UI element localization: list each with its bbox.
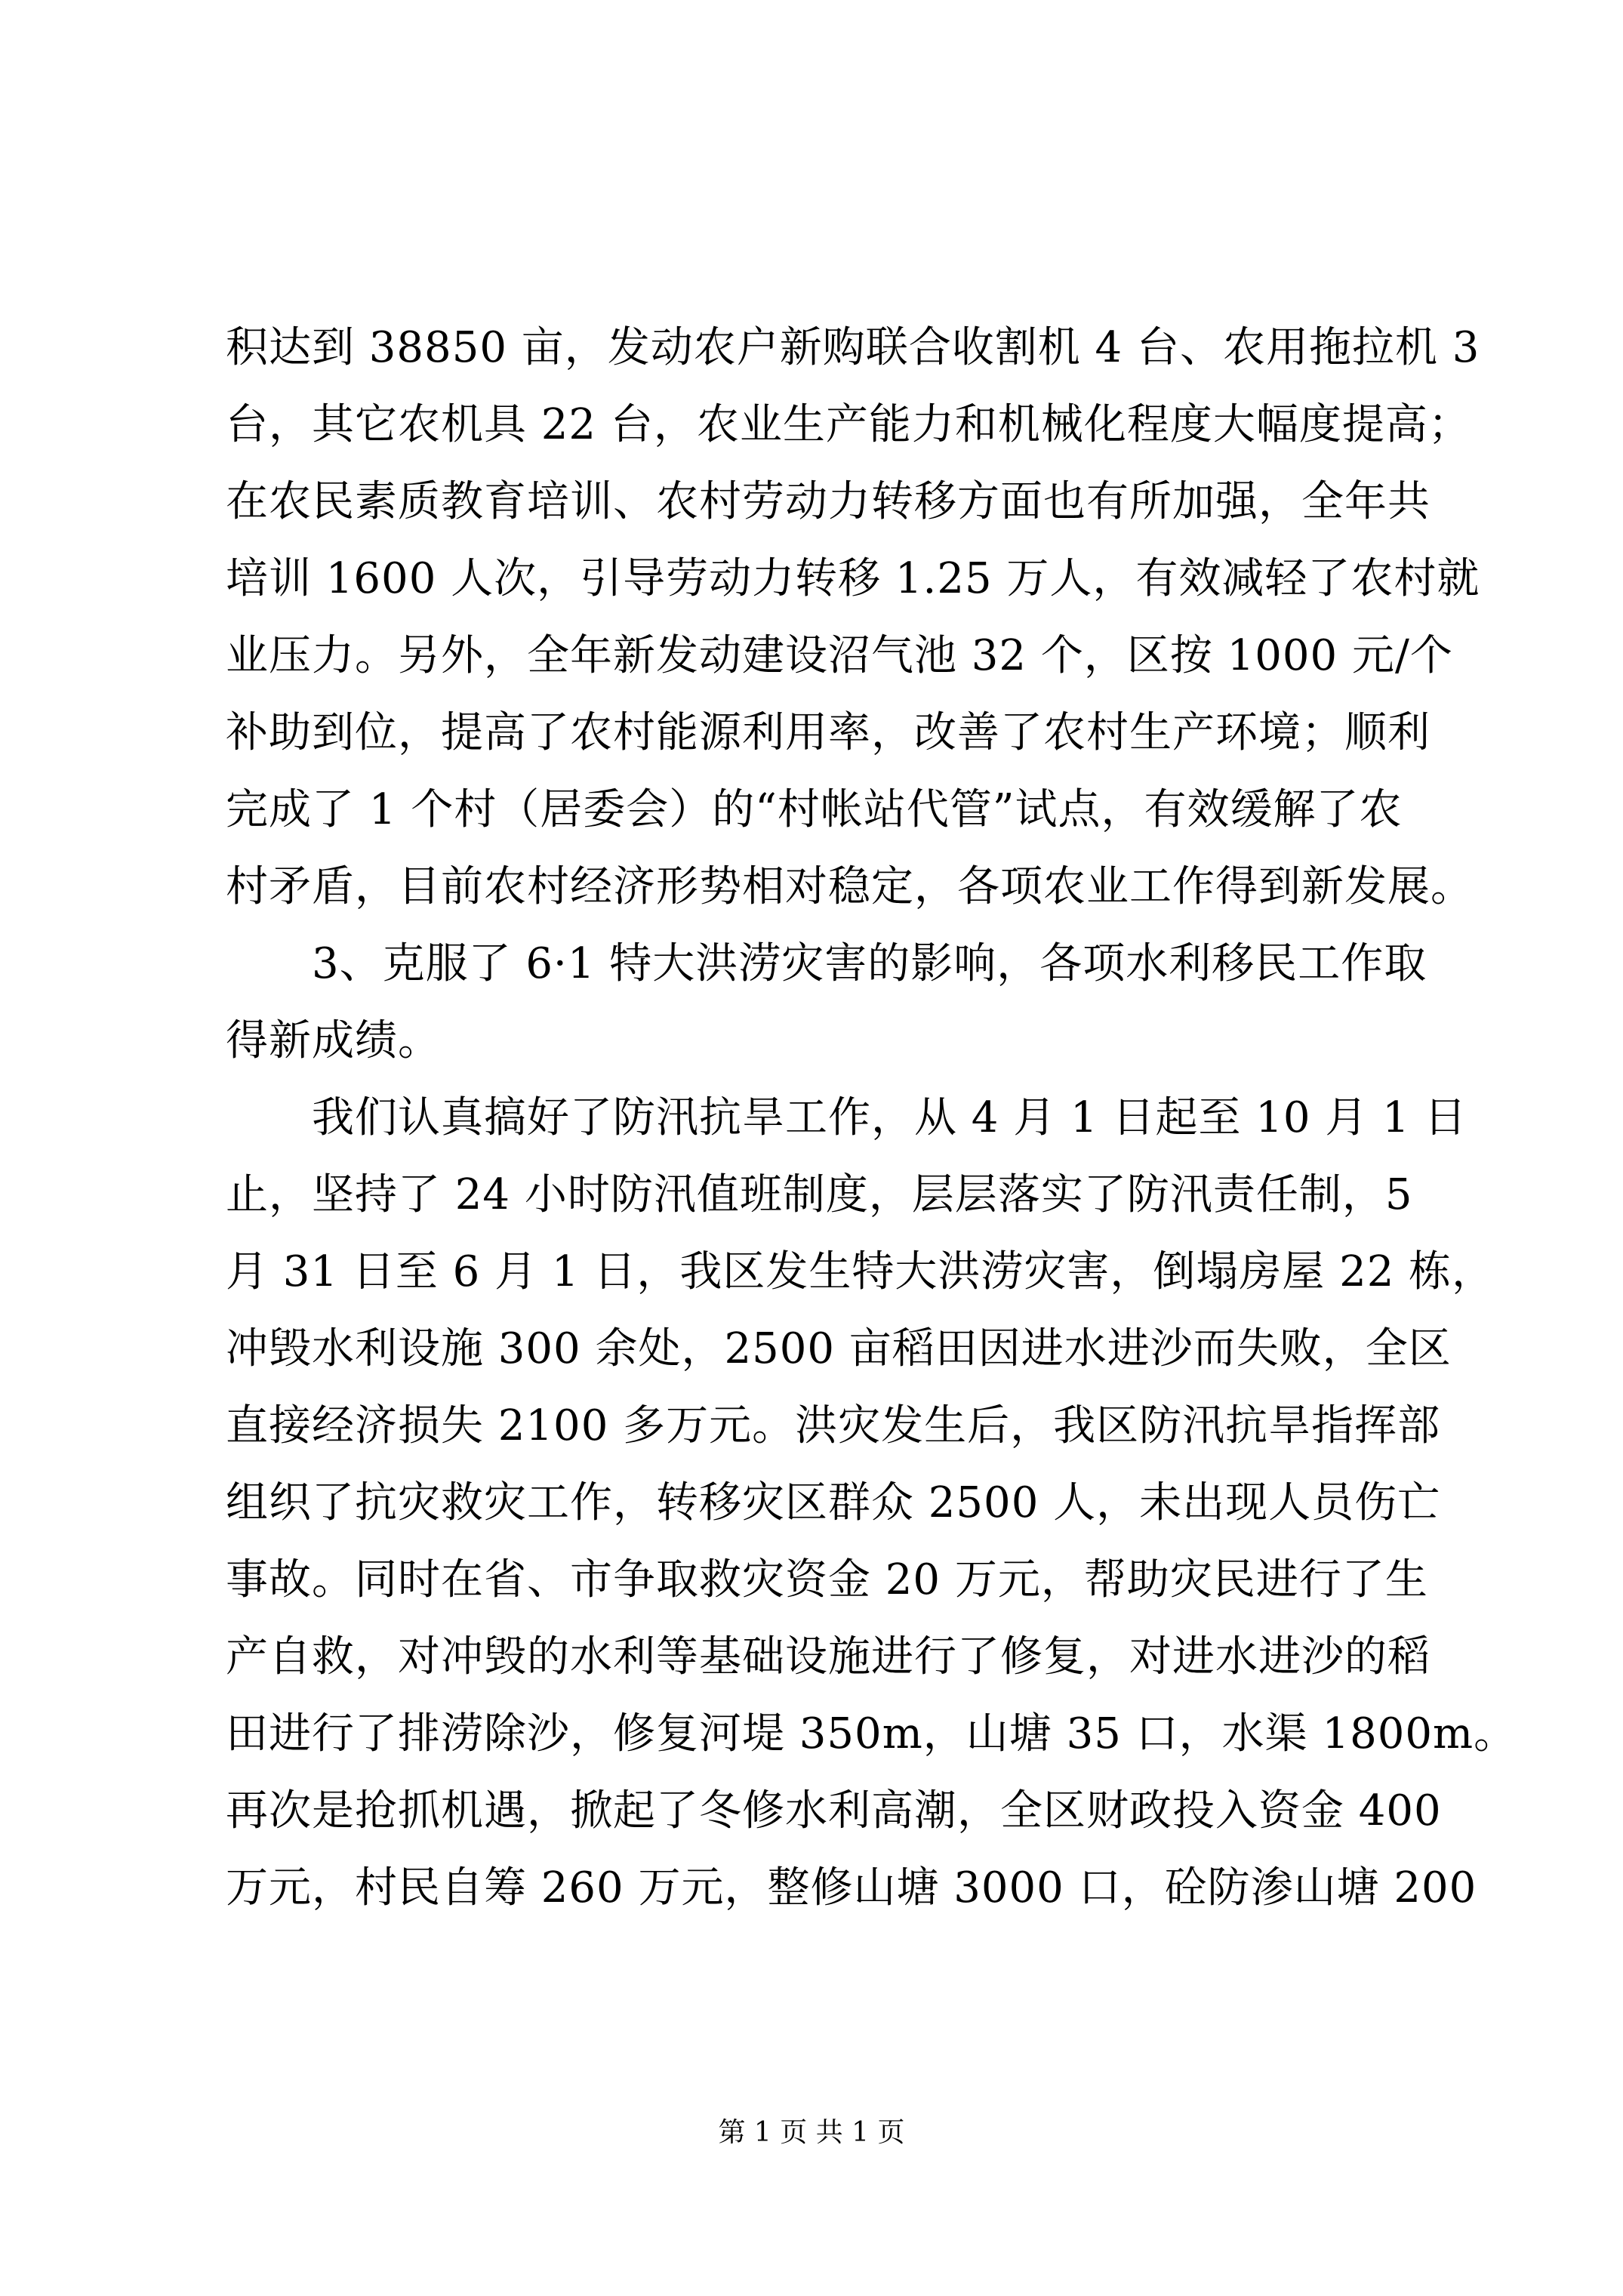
text-line: 产自救，对冲毁的水利等基础设施进行了修复，对进水进沙的稻 xyxy=(226,1632,1431,1681)
text-line: 冲毁水利设施 300 余处，2500 亩稻田因进水进沙而失败，全区 xyxy=(226,1324,1452,1373)
text-line: 田进行了排涝除沙，修复河堤 350m，山塘 35 口，水渠 1800m。 xyxy=(226,1709,1517,1758)
text-line: 事故。同时在省、市争取救灾资金 20 万元，帮助灾民进行了生 xyxy=(226,1555,1428,1604)
text-line: 止，坚持了 24 小时防汛值班制度，层层落实了防汛责任制，5 xyxy=(226,1170,1413,1219)
text-line: 组织了抗灾救灾工作，转移灾区群众 2500 人，未出现人员伤亡 xyxy=(226,1478,1441,1527)
text-line: 直接经济损失 2100 多万元。洪灾发生后，我区防汛抗旱指挥部 xyxy=(226,1401,1441,1450)
text-line: 补助到位，提高了农村能源利用率，改善了农村生产环境；顺利 xyxy=(226,708,1431,757)
text-line: 再次是抢抓机遇，掀起了冬修水利高潮，全区财政投入资金 400 xyxy=(226,1786,1442,1835)
text-line: 培训 1600 人次，引导劳动力转移 1.25 万人，有效减轻了农村就 xyxy=(226,554,1480,603)
text-line: 3、克服了 6·1 特大洪涝灾害的影响，各项水利移民工作取 xyxy=(226,939,1427,988)
text-line: 月 31 日至 6 月 1 日，我区发生特大洪涝灾害，倒塌房屋 22 栋， xyxy=(226,1247,1495,1296)
text-line: 我们认真搞好了防汛抗旱工作，从 4 月 1 日起至 10 月 1 日 xyxy=(226,1093,1467,1142)
text-line: 完成了 1 个村（居委会）的“村帐站代管”试点，有效缓解了农 xyxy=(226,785,1403,834)
text-line: 业压力。另外，全年新发动建设沼气池 32 个，区按 1000 元/个 xyxy=(226,631,1453,680)
page-number-footer: 第 1 页 共 1 页 xyxy=(718,2117,905,2148)
text-line: 得新成绩。 xyxy=(226,1016,441,1065)
text-line: 在农民素质教育培训、农村劳动力转移方面也有所加强，全年共 xyxy=(226,477,1431,526)
document-body xyxy=(226,310,1517,1927)
text-line: 万元，村民自筹 260 万元，整修山塘 3000 口，砼防渗山塘 200 xyxy=(226,1863,1477,1912)
text-line: 台，其它农机具 22 台，农业生产能力和机械化程度大幅度提高； xyxy=(226,400,1471,449)
text-line: 积达到 38850 亩，发动农户新购联合收割机 4 台、农用拖拉机 3 xyxy=(226,323,1480,372)
text-line: 村矛盾，目前农村经济形势相对稳定，各项农业工作得到新发展。 xyxy=(226,862,1474,911)
